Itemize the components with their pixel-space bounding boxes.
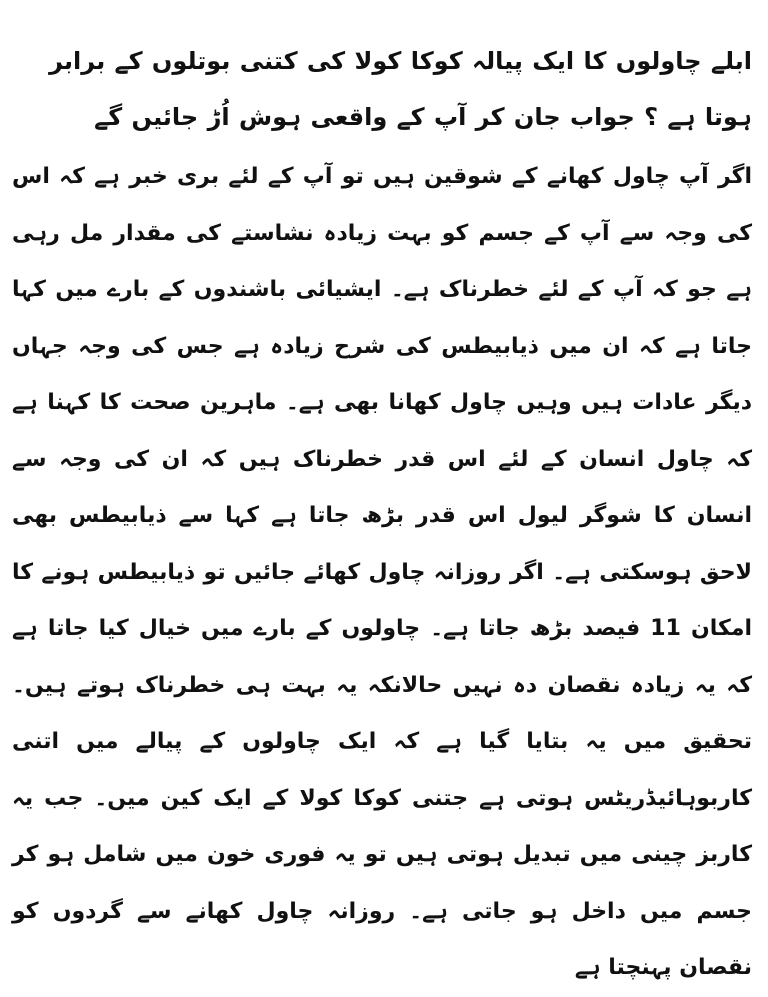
article-body: اگر آپ چاول کھانے کے شوقین ہیں تو آپ کے لئے بری خبر ہے کہ اس کی وجہ سے آپ کے جسم کو بہت زیادہ نشاستے کی مقدار مل رہی ہے جو کہ آپ کے لئے خطرناک ہے۔ ایشیائی باشندوں کے بارے میں کہا جاتا ہے کہ ان میں ذیابیطس کی شرح زیادہ ہے جس کی وجہ جہاں دیگر عادات ہیں وہیں چاول کھانا بھی ہے۔ ماہرین صحت کا کہنا ہے کہ چاول انسان کے لئے اس قدر خطرناک ہیں کہ ان کی وجہ سے انسان کا شوگر لیول اس قدر بڑھ جاتا ہے کہا سے ذیابیطس بھی لاحق ہوسکتی ہے۔ اگر روزانہ چاول کھائے جائیں تو ذیابیطس ہونے کا امکان 11 فیصد بڑھ جاتا ہے۔ چاولوں کے بارے میں خیال کیا جاتا ہے کہ یہ زیادہ نقصان دہ نہیں حالانکہ یہ بہت ہی خطرناک ہوتے ہیں۔ تحقیق میں یہ بتایا گیا ہے کہ ایک چاولوں کے پیالے میں اتنی کاربوہائیڈریٹس ہوتی ہے جتنی کوکا کولا کے ایک کین میں۔ جب یہ کاربز چینی میں تبدیل ہوتی ہیں تو یہ فوری خون میں شامل ہو کر جسم میں داخل ہو جاتی ہے۔ روزانہ چاول کھانے سے گردوں کو نقصان پہنچتا ہے <box>12 164 752 980</box>
article-headline: ابلے چاولوں کا ایک پیالہ کوکا کولا کی کتنی بوتلوں کے برابر ہوتا ہے ؟ جواب جان کر آپ کے واقعی ہوش اُڑ جائیں گے <box>49 47 752 131</box>
